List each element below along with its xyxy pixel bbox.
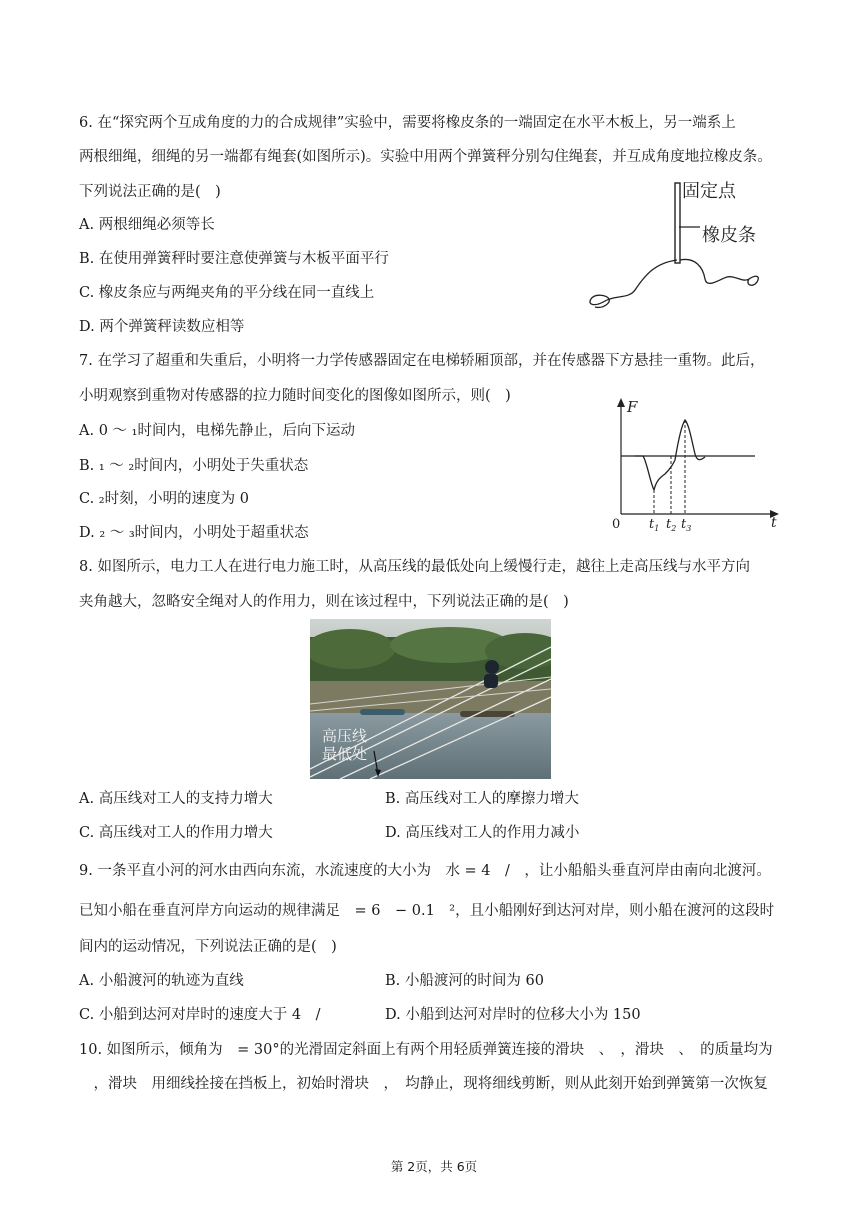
q8-option-c: C. 高压线对工人的作用力增大 [79,825,273,841]
force-time-graph [605,390,785,535]
q9-stem-line2: 已知小船在垂直河岸方向运动的规律满足 = 6 − 0.1 ²，且小船刚好到达河对岸，则小船在渡河的这段时 [79,903,775,919]
q6-stem-line3: 下列说法正确的是( ) [79,184,221,200]
power-line-photo-drawing [310,619,551,779]
q6-option-a: A. 两根细绳必须等长 [79,217,215,233]
q10-stem-line1: 10. 如图所示，倾角为 = 30°的光滑固定斜面上有两个用轻质弹簧连接的滑块 、 ，滑块 、 的质量均为 [79,1042,773,1058]
q8-stem-line2: 夹角越大，忽略安全绳对人的作用力，则在该过程中，下列说法正确的是( ) [79,594,569,610]
t2-label: $t_2$ [666,517,677,533]
rubber-band-post [675,183,680,263]
photo-label-line2: 最低处 [322,745,368,763]
right-string-loop [680,259,758,285]
q7-option-b: B. ₁ ～ ₂时间内，小明处于失重状态 [79,458,309,474]
q6-option-b: B. 在使用弹簧秤时要注意使弹簧与木板平面平行 [79,251,389,267]
fixed-point-label: 固定点 [682,181,736,202]
q9-option-d: D. 小船到达河对岸时的位移大小为 150 [385,1007,641,1023]
power-line-worker-photo [310,619,551,779]
q9-option-c: C. 小船到达河对岸时的速度大于 4 / [79,1007,321,1023]
y-axis-label: F [627,398,638,416]
q7-option-c: C. ₂时刻，小明的速度为 0 [79,491,249,507]
q6-option-d: D. 两个弹簧秤读数应相等 [79,319,245,335]
q7-option-d: D. ₂ ～ ₃时间内，小明处于超重状态 [79,525,309,541]
origin-label: 0 [612,517,621,532]
q7-stem-line2: 小明观察到重物对传感器的拉力随时间变化的图像如图所示，则( ) [79,388,511,404]
photo-label-line1: 高压线 [322,727,368,745]
q7-stem-line1: 7. 在学习了超重和失重后，小明将一力学传感器固定在电梯轿厢顶部，并在传感器下方悬挂一重物。此后， [79,353,765,369]
page-footer: 第 2页，共 6页 [390,1159,478,1174]
t1-label: $t_1$ [649,517,660,533]
q9-option-b: B. 小船渡河的时间为 60 [385,973,544,989]
q10-stem-line2: ，滑块 用细线拴接在挡板上，初始时滑块 ， 均静止，现将细线剪断，则从此刻开始到弹簧第一次恢复 [79,1076,768,1092]
rubber-band-label: 橡皮条 [702,225,756,246]
q6-stem-line1: 6. 在“探究两个互成角度的力的合成规律”实验中，需要将橡皮条的一端固定在水平木板上，另一端系上 [79,115,736,131]
q8-option-d: D. 高压线对工人的作用力减小 [385,825,580,841]
q9-stem-line3: 间内的运动情况，下列说法正确的是( ) [79,939,337,955]
q8-option-b: B. 高压线对工人的摩擦力增大 [385,791,579,807]
q8-option-a: A. 高压线对工人的支持力增大 [79,791,273,807]
t3-label: $t_3$ [681,517,692,533]
q7-option-a: A. 0 ～ ₁时间内，电梯先静止，后向下运动 [79,423,355,439]
y-axis-arrow [617,398,625,407]
q9-option-a: A. 小船渡河的轨迹为直线 [79,973,244,989]
rubber-band-figure [585,175,785,320]
q6-stem-line2: 两根细绳，细绳的另一端都有绳套(如图所示)。实验中用两个弹簧秤分别勾住绳套，并互成角度地拉橡皮条。 [79,149,772,165]
q6-option-c: C. 橡皮条应与两绳夹角的平分线在同一直线上 [79,285,375,301]
q9-stem-line1: 9. 一条平直小河的河水由西向东流，水流速度的大小为 水 = 4 / ，让小船船头垂直河岸由南向北渡河。 [79,863,771,879]
x-axis-label: t [771,515,777,531]
force-curve [635,420,705,490]
left-string-loop [590,260,677,307]
q8-stem-line1: 8. 如图所示，电力工人在进行电力施工时，从高压线的最低处向上缓慢行走，越往上走高压线与水平方向 [79,559,750,575]
